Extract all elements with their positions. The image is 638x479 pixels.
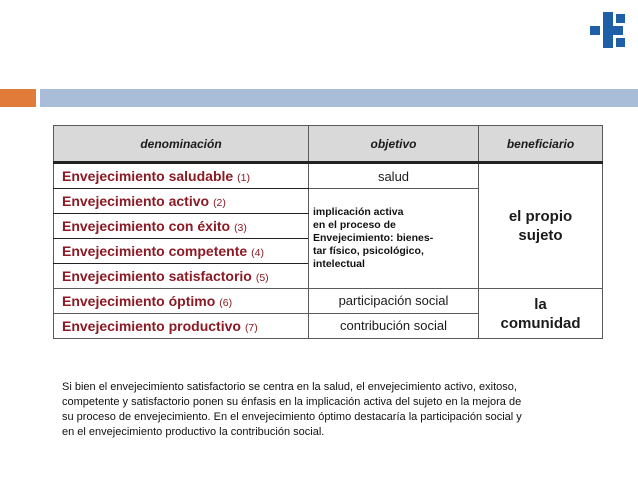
table-row <box>54 163 603 189</box>
beneficiary-line: el propio <box>508 208 573 225</box>
caption-line: su proceso de envejecimiento. En el envejecimiento óptimo destacaría la participación social y <box>62 411 522 423</box>
term-ref: (6) <box>219 296 233 309</box>
term-ref: (4) <box>251 247 265 260</box>
term-cell <box>54 264 309 289</box>
table-header-row <box>54 126 603 163</box>
term-label: Envejecimiento satisfactorio <box>62 268 252 284</box>
beneficiary-line: comunidad <box>500 314 581 332</box>
term-label: Envejecimiento productivo <box>62 317 241 334</box>
term-label: Envejecimiento competente <box>62 243 248 260</box>
table-row <box>54 289 603 314</box>
objective-cell: salud <box>309 163 479 189</box>
caption-line: Si bien el envejecimiento satisfactorio se centra en la salud, el envejecimiento activo, exitoso, <box>62 381 517 393</box>
caption-line: competente y satisfactorio ponen su énfasis en la implicación activa del sujeto en la mejora de <box>62 396 522 408</box>
objective-cell <box>309 189 479 289</box>
header-accent-blue <box>40 89 638 107</box>
objective-line: intelectual <box>313 258 365 271</box>
beneficiary-line: sujeto <box>518 227 563 244</box>
term-label: Envejecimiento saludable <box>62 168 234 185</box>
term-label: Envejecimiento con éxito <box>62 218 231 235</box>
caption-paragraph <box>62 380 600 440</box>
aging-terms-table <box>53 125 603 339</box>
term-label: Envejecimiento óptimo <box>62 292 216 309</box>
objective-line: Envejecimiento: bienes- <box>313 232 434 245</box>
university-logo-icon <box>590 12 632 48</box>
objective-cell: participación social <box>309 289 479 314</box>
beneficiary-cell <box>479 163 603 289</box>
caption-line: en el envejecimiento productivo la contribución social. <box>62 426 325 438</box>
header-denominacion: denominación <box>54 126 309 163</box>
objective-cell: contribución social <box>309 313 479 338</box>
beneficiary-line: la <box>534 295 547 313</box>
term-label: Envejecimiento activo <box>62 193 210 210</box>
term-ref: (1) <box>237 172 251 185</box>
term-ref: (2) <box>213 197 226 210</box>
header-objetivo: objetivo <box>309 126 479 163</box>
term-ref: (7) <box>244 321 258 334</box>
term-cell <box>54 189 309 214</box>
term-cell <box>54 289 309 314</box>
term-ref: (5) <box>255 272 269 284</box>
beneficiary-cell <box>479 289 603 339</box>
term-cell <box>54 163 309 189</box>
term-cell <box>54 239 309 264</box>
term-cell <box>54 313 309 338</box>
term-ref: (3) <box>234 222 247 235</box>
objective-line: en el proceso de <box>313 219 396 232</box>
objective-line: implicación activa <box>313 206 404 219</box>
objective-line: tar físico, psicológico, <box>313 245 424 258</box>
term-cell <box>54 214 309 239</box>
header-accent-orange <box>0 89 36 107</box>
header-beneficiario: beneficiario <box>479 126 603 163</box>
